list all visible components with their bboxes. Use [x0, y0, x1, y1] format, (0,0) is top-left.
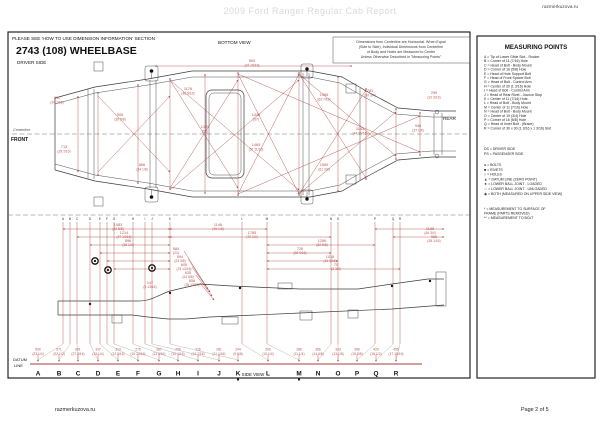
datum-value-mm: 256: [175, 347, 181, 352]
datum-value-in: (11 5/16): [152, 352, 166, 356]
datum-value-mm: 590: [35, 347, 41, 352]
dimension-label-in: (5 13/16): [143, 285, 157, 290]
measuring-point-row: L = Head of Bolt - Body Mount: [484, 101, 531, 106]
legend-symbol-row: ■ = RIVETS: [484, 167, 503, 172]
side-column-letter: Q: [391, 217, 395, 221]
dimension-label-in: (46 3/4): [424, 231, 436, 236]
datum-value-mm: 571: [56, 347, 62, 352]
dimension-label-in: (37 1/4): [412, 128, 424, 133]
datum-value-in: (11 1/16): [212, 352, 226, 356]
dimension-label-mm: 781: [366, 89, 374, 93]
measuring-points-list: [484, 55, 562, 220]
notice-text: PLEASE SEE 'HOW TO USE DIMENSION INFORMATION' SECTION: [12, 36, 155, 41]
dimension-label-mm: 1286: [317, 239, 327, 243]
side-rail-bottom: [58, 305, 444, 319]
datum-letter: L: [266, 370, 270, 378]
dimension-label-in: (35 1/4): [122, 243, 134, 248]
datum-value-in: (10 13/16): [130, 352, 146, 356]
bracket: [94, 62, 103, 71]
datum-value-in: (27 3/16): [71, 352, 85, 356]
footnote-row: ** = MEASUREMENT TO BOLT: [484, 216, 534, 221]
measuring-point-row: J = Head of Rear Rivet - Jounce Stop: [484, 92, 543, 97]
legend-symbol-row: ○ = HOLES: [484, 172, 502, 177]
dimension-label-mm: 1320: [200, 125, 210, 129]
body-mount-bracket: [145, 187, 158, 202]
dimension-label-mm: 1176: [183, 87, 193, 91]
measuring-point-row: P = Corner of 16 (5/8) Hole: [484, 118, 527, 122]
datum-value-mm: 244: [235, 347, 241, 352]
under-bracket: [222, 317, 238, 324]
main-drawing-border: [8, 32, 470, 378]
datum-value-in: (10 1/16): [171, 352, 185, 356]
dimension-label-mm: 70: [333, 263, 339, 267]
measuring-point-row: H = Center of 30 (1 3/16) Hole: [484, 84, 531, 89]
upper-side-view-marker: [105, 267, 111, 273]
dimension-label-mm: 726: [296, 247, 304, 251]
dimension-label-mm: 963: [248, 59, 256, 63]
dimension-label-in: (50 5/8): [316, 243, 328, 248]
datum-value-mm: 420: [373, 347, 379, 352]
dimension-label-mm: 905: [116, 113, 124, 117]
dimension-label-in: (23 3/8): [174, 259, 186, 264]
dimension-label-mm: 1146: [213, 223, 223, 227]
datum-value-mm: 287: [156, 347, 162, 352]
dimension-label-in: (2 3/4): [331, 267, 341, 272]
datum-value-mm: 275: [135, 347, 141, 352]
site-url-top: razmerkuzova.ru: [542, 5, 578, 10]
dimension-label-mm: 946: [414, 124, 422, 128]
front-label: FRONT: [11, 137, 29, 143]
datum-letter: R: [393, 370, 399, 378]
datum-value-in: (17 15/16): [388, 352, 404, 356]
dimension-label-in: (23 13/16): [176, 267, 192, 272]
datum-value-mm: 333: [335, 347, 341, 352]
measuring-point-row: G = Head of Bolt - Control Arm: [484, 80, 532, 85]
dimension-label-in: (24 1/16): [50, 100, 64, 105]
dimension-label-mm: 147: [146, 281, 154, 285]
dimension-label-mm: 896: [124, 239, 132, 243]
datum-letter: Q: [373, 370, 379, 378]
side-column-letter: B: [68, 217, 72, 221]
side-view-frame: [58, 258, 446, 324]
measuring-points-title: MEASURING POINTS: [504, 44, 568, 51]
datum-value-mm: 366: [315, 347, 321, 352]
dimension-label-mm: 584: [172, 247, 180, 251]
driver-side-label: DRIVER SIDE: [17, 60, 47, 65]
dimension-label-mm: 656: [188, 279, 196, 283]
datum-letter: J: [217, 370, 221, 378]
dimension-label-in: (23): [173, 251, 179, 256]
abbreviation-row: PS = PASSENGER SIDE: [484, 151, 524, 156]
legend-symbol-row: ● = BOLTS: [484, 163, 502, 167]
datum-word: DATUM: [13, 357, 27, 362]
datum-letter: A: [35, 370, 41, 378]
watermark-title: 2009 Ford Ranger Regular Cab Report: [223, 6, 397, 16]
dimension-label-in: (42 5/8): [112, 227, 124, 232]
bottom-view-labels: [50, 59, 440, 171]
measuring-point-row: M = Center of 11 (7/16) Hole: [484, 105, 529, 110]
dimension-label-in: (52): [202, 129, 208, 134]
side-column-letter: L: [241, 217, 243, 221]
page-number: Page 2 of 5: [521, 407, 549, 413]
datum-value-mm: 281: [216, 347, 222, 352]
dimension-label-in: (35 5/8): [114, 117, 126, 122]
side-view-label: SIDE VIEW: [241, 372, 265, 377]
front-bracket: [112, 315, 122, 323]
side-column-letter: F: [106, 217, 108, 221]
measuring-point-row: D = Corner of 16 (5/8) Hole: [484, 67, 527, 72]
dimension-label-mm: 1569: [319, 163, 329, 167]
side-column-letter: O: [336, 217, 340, 221]
side-view-labels: [112, 223, 440, 289]
datum-value-mm: 313: [115, 347, 121, 352]
dimension-label-in: (61 3/4): [318, 167, 330, 172]
datum-letter: E: [115, 370, 121, 378]
dimension-label-mm: 1188: [425, 227, 435, 231]
dimension-label-in: (10 3/16): [427, 95, 441, 100]
datum-value-in: (12 5/16): [111, 352, 125, 356]
dimension-label-mm: 1465: [251, 143, 261, 147]
dimension-label-in: (57): [253, 117, 259, 122]
measuring-point-row: F = Head of Front Spacer Bolt: [484, 76, 531, 80]
dimension-label-mm: 1785: [247, 231, 257, 235]
datum-value-in: (22 1/2): [53, 352, 65, 356]
dimension-label-in: (37 15/16): [244, 63, 260, 68]
datum-value-mm: 337: [95, 347, 101, 352]
instruction-line: Unless Otherwise Described in "Measuring Points": [360, 55, 442, 59]
dimension-label-in: (28 1/16): [57, 149, 71, 154]
side-column-letter: G: [112, 217, 116, 221]
datum-letter: F: [136, 370, 140, 378]
measuring-point-row: N = Head of Bolt - Body Mount: [484, 109, 532, 114]
footnote-row: * = MEASUREMENT TO SURFACE OF: [484, 207, 546, 211]
side-column-letter: N: [329, 217, 333, 221]
legend-symbol-row: ◉ = BOTH (MEASURED ON UPPER SIDE VIEW): [484, 191, 563, 196]
datum-value-mm: 455: [393, 347, 399, 352]
datum-letter: C: [75, 370, 81, 378]
side-column-letter: A: [61, 217, 65, 221]
measuring-point-row: I = Head of Bolt - Control Arm: [484, 88, 530, 93]
dimension-label-in: (46 5/16): [181, 91, 195, 96]
bracket: [346, 175, 356, 184]
datum-value-mm: 396: [354, 347, 360, 352]
datum-letter: O: [335, 370, 341, 378]
bracket: [346, 84, 356, 93]
datum-letter: P: [354, 370, 360, 378]
dimension-label-in: (45 1/8): [212, 227, 224, 232]
dimension-label-mm: 259: [430, 91, 438, 95]
datum-value-in: (16 1/2): [370, 352, 382, 356]
dimension-label-mm: 1083: [113, 223, 123, 227]
instruction-line: of Body and Holes are Measured to Center: [366, 50, 436, 54]
side-column-letter: P: [373, 217, 377, 221]
dimension-label-mm: 594: [176, 255, 184, 259]
legend-symbol-row: ☆ = LOWER BALL JOINT - UNLOADED: [484, 187, 547, 191]
side-view-dimensions: [63, 229, 444, 300]
datum-value-in: (12 7/16): [191, 352, 205, 356]
dimension-label-mm: 1018: [325, 255, 335, 259]
datum-letter: N: [315, 370, 321, 378]
measuring-point-row: R = Corner of 30 x 30 (1 3/16 x 1 3/16) Slot: [484, 126, 552, 131]
datum-word: LINE: [14, 363, 23, 368]
dimension-label-mm: 713: [60, 145, 68, 149]
measuring-point-row: K = Center of 11 (7/16) Hole: [484, 97, 528, 101]
dimension-label-mm: 1448: [251, 113, 261, 117]
side-column-letter: M: [265, 217, 269, 221]
dimension-label-mm: 1586: [319, 93, 329, 97]
measuring-point-row: A = Tip of Lower Glide Slot - Rocker: [484, 55, 540, 59]
datum-letter-dot: [237, 378, 239, 380]
side-column-letter: H: [131, 217, 135, 221]
datum-value-in: (13 1/8): [332, 352, 344, 356]
datum-value-in: (11 1/4): [293, 352, 305, 356]
side-rail-top: [58, 279, 444, 301]
upper-side-view-marker: [92, 258, 98, 264]
datum-value-in: (15 5/8): [351, 352, 363, 356]
side-column-letter: I: [144, 217, 146, 221]
dimension-label-in: (30 3/4): [364, 93, 376, 98]
datum-value-mm: 316: [195, 347, 201, 352]
dimension-label-in: (62 7/16): [317, 97, 331, 102]
datum-value-in: (9 5/8): [233, 352, 243, 356]
dimension-label-in: (28 9/16): [293, 251, 307, 256]
measuring-point-row: C = Head of Bolt - Body Mount: [484, 63, 532, 68]
datum-value-mm: 286: [296, 347, 302, 352]
datum-letter: D: [95, 370, 101, 378]
datum-value-in: (14 3/8): [312, 352, 324, 356]
side-column-letter: J: [151, 217, 153, 221]
measuring-point-row: B = Corner of 11 (7/16) Hole: [484, 59, 528, 64]
body-mount-bracket: [145, 66, 158, 81]
dimension-label-in: (40 1/16): [323, 259, 337, 264]
dimension-label-in: (57 11/16): [248, 147, 264, 152]
centerline-label: Centerline: [13, 128, 31, 132]
datum-value-in: (10 1/4): [262, 352, 274, 356]
datum-letter-dot: [298, 378, 300, 380]
dimension-label-mm: 1214: [119, 231, 129, 235]
dimension-label-in: (34 1/8): [136, 167, 148, 172]
legend-symbol-row: ▲ = DATUM LINE (ZERO POINT): [484, 177, 538, 182]
dimension-label-mm: 611: [53, 96, 61, 100]
datum-value-in: (23 1/4): [32, 352, 44, 356]
dimension-label-mm: 625: [184, 271, 192, 275]
instruction-line: Dimensions from Centerline are Horizontal. When Equal: [356, 40, 446, 44]
measuring-point-row: O = Center of 19 (3/4) Hole: [484, 113, 527, 118]
measuring-point-row: Q = Head of Inner Bolt - (Brace): [484, 122, 534, 127]
datum-columns: [32, 217, 403, 381]
datum-letter: M: [296, 370, 302, 378]
datum-value-mm: 691: [75, 347, 81, 352]
dimension-label-mm: 1141: [355, 127, 365, 131]
page-title: 2743 (108) WHEELBASE: [16, 45, 137, 57]
dimension-label-in: (70 1/4): [246, 235, 258, 240]
dimension-label-in: (44 15/16): [352, 131, 368, 136]
instruction-line: (Side to Side), Individual Dimensions from Centerline: [358, 45, 444, 49]
bracket: [94, 197, 103, 206]
abbreviation-row: DS = DRIVER SIDE: [484, 147, 516, 151]
site-url-bottom: razmerkuzova.ru: [55, 407, 96, 413]
datum-letter: G: [156, 370, 162, 378]
rear-label: REAR: [443, 116, 456, 121]
bottom-view-label: BOTTOM VIEW: [218, 40, 251, 45]
dimension-label-mm: 966: [430, 235, 438, 239]
datum-value-in: (13 1/4): [92, 352, 104, 356]
datum-letter: K: [235, 370, 241, 378]
dimension-label-mm: 605: [180, 263, 188, 267]
datum-value-mm: 260: [265, 347, 271, 352]
instruction-box: [333, 37, 470, 63]
dimension-label-in: (38 1/16): [427, 239, 441, 244]
dimension-label-in: (24 5/8): [182, 275, 194, 280]
measuring-point-row: E = Head of Hole Support Bolt: [484, 71, 531, 76]
datum-letter: H: [175, 370, 181, 378]
legend-symbol-row: ★ = LOWER BALL JOINT - LOADED: [484, 182, 542, 187]
rear-bracket: [436, 272, 446, 306]
side-column-letter: D: [88, 217, 92, 221]
side-column-letter: K: [168, 217, 172, 221]
datum-letter: B: [56, 370, 62, 378]
bottom-view-dimensions: [78, 66, 420, 196]
bolt-point: [239, 287, 241, 289]
bolt-point: [429, 280, 431, 282]
side-column-letter: R: [398, 217, 402, 221]
datum-letter: I: [197, 370, 199, 378]
dimension-label-mm: 866: [138, 163, 146, 167]
side-column-letter: E: [98, 217, 102, 221]
dimension-label-in: (25 13/16): [184, 283, 200, 288]
dimension-label-in: (47 13/16): [116, 235, 132, 240]
under-bracket: [348, 310, 358, 318]
side-column-letter: C: [75, 217, 79, 221]
footnote-row: FRAME (PARTS REMOVED): [484, 211, 530, 216]
